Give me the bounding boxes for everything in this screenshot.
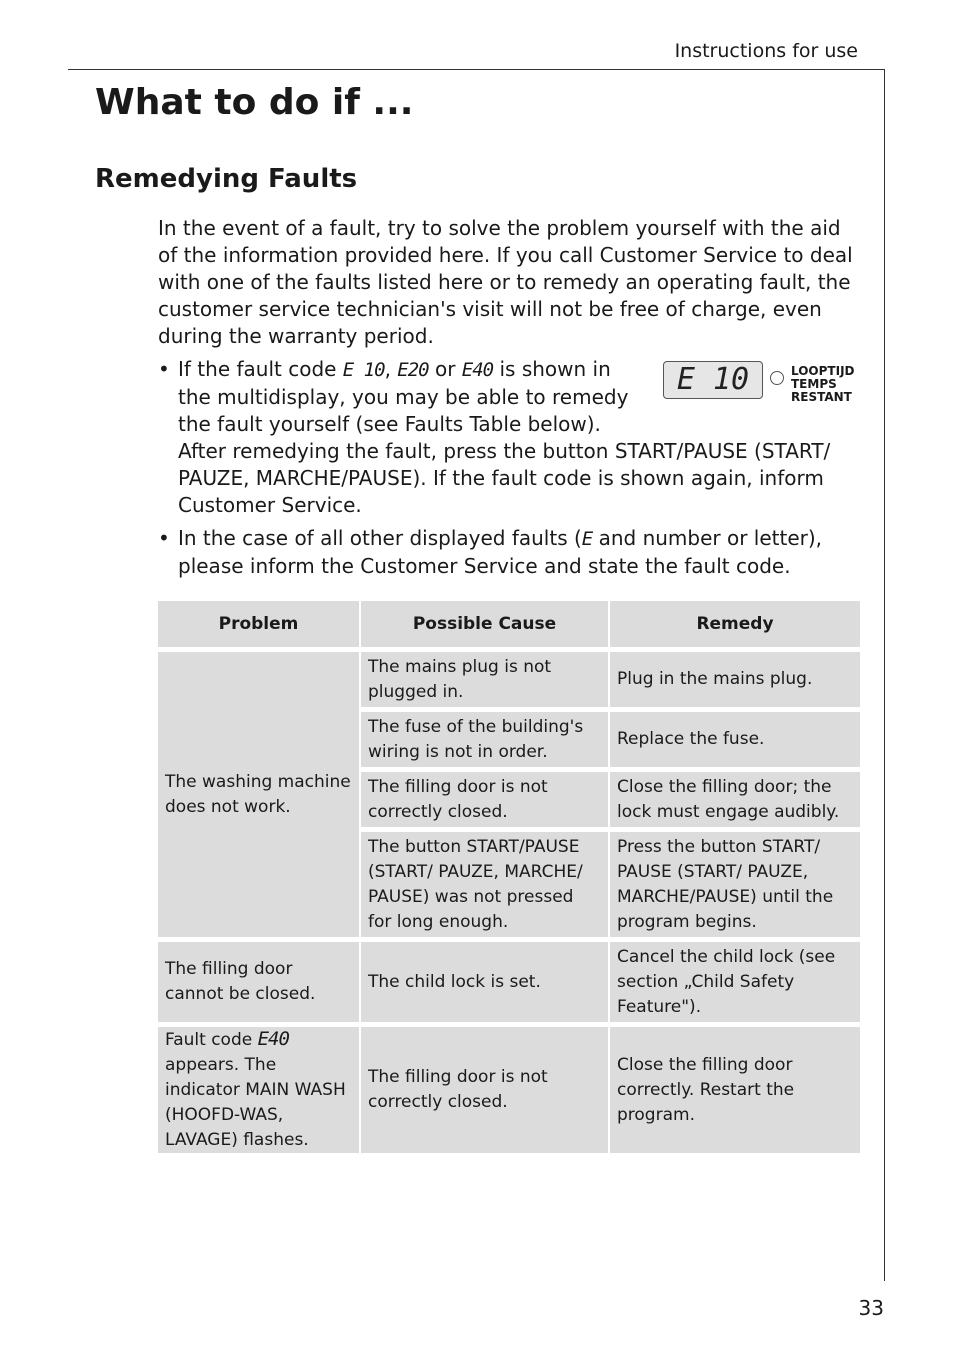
problem-3-prefix: Fault code [165,1030,258,1050]
remedy-cell: Close the filling door; the lock must engage audibly. [610,772,860,832]
table-row [158,942,860,1027]
label-temps: TEMPS [791,377,837,391]
bullet2-text-end: and number or letter), please inform the Customer Service and state the fault code. [178,526,823,578]
cause-cell: The fuse of the building's wiring is not in order. [361,712,610,772]
problem-cell: The filling door cannot be closed. [158,942,361,1027]
remedy-cell: Cancel the child lock (see section „Child Safety Feature"). [610,942,860,1027]
table-row [158,652,860,712]
label-looptijd: LOOPTIJD [791,364,855,378]
bullet1-separator-1: , [384,357,398,381]
problem-cell [158,1027,361,1158]
bullet1-separator-2: or [428,357,462,381]
fault-code-e: E [581,528,593,550]
lcd-display: E 10 [663,361,763,399]
bullet-dot: • [158,357,170,381]
remedy-cell: Press the button START/ PAUSE (START/ PAUZE, MARCHE/PAUSE) until the program begins. [610,832,860,942]
indicator-lamp-icon [770,371,784,385]
page-number: 33 [858,1296,884,1320]
header-possible-cause: Possible Cause [361,601,610,652]
bullet-fault-code-text [178,356,648,438]
faults-table [158,601,860,1158]
intro-paragraph: In the event of a fault, try to solve the problem yourself with the aid of the information provided here. If you call Customer Service to deal with one of the faults listed here or to remedy an operating fault, the customer service technician's visit will not be free of charge, even during the warranty period. [158,216,853,348]
cause-cell: The filling door is not correctly closed. [361,772,610,832]
fault-code-e40-table: E40 [257,1028,289,1050]
margin-rule [884,69,885,1281]
table-header-row [158,601,860,652]
fault-code-e10: E 10 [342,359,385,381]
header-remedy: Remedy [610,601,860,652]
fault-code-e40: E40 [461,359,494,381]
header-rule [68,69,885,70]
bullet-dot: • [158,526,170,550]
remedy-cell: Plug in the mains plug. [610,652,860,712]
bullet2-text-start: In the case of all other displayed faults ( [178,526,582,550]
remedy-cell: Replace the fuse. [610,712,860,772]
multidisplay-illustration [663,361,863,409]
cause-cell: The mains plug is not plugged in. [361,652,610,712]
header-problem: Problem [158,601,361,652]
cause-cell: The child lock is set. [361,942,610,1027]
fault-code-e20: E20 [397,359,429,381]
section-title: Remedying Faults [95,164,358,194]
bullet1-followup-text: After remedying the fault, press the button START/PAUSE (START/ PAUZE, MARCHE/PAUSE). If the fault code is shown again, inform Customer Service. [178,439,831,517]
bullet-other-faults [158,525,863,580]
time-remaining-labels [791,365,855,404]
cause-cell: The filling door is not correctly closed. [361,1027,610,1158]
remedy-cell: Close the filling door correctly. Restart the program. [610,1027,860,1158]
page-title: What to do if ... [95,82,414,123]
table-row [158,1027,860,1158]
problem-cell: The washing machine does not work. [158,652,361,942]
running-header: Instructions for use [674,40,858,62]
cause-cell: The button START/PAUSE (START/ PAUZE, MARCHE/ PAUSE) was not pressed for long enough. [361,832,610,942]
bullet1-text-end: is shown in the multidisplay, you may be able to remedy the fault yourself (see Faults Table below). [178,357,629,436]
bullet1-text-start: If the fault code [178,357,343,381]
label-restant: RESTANT [791,390,852,404]
problem-3-suffix: appears. The indicator MAIN WASH (HOOFD-WAS, LAVAGE) flashes. [165,1055,346,1150]
